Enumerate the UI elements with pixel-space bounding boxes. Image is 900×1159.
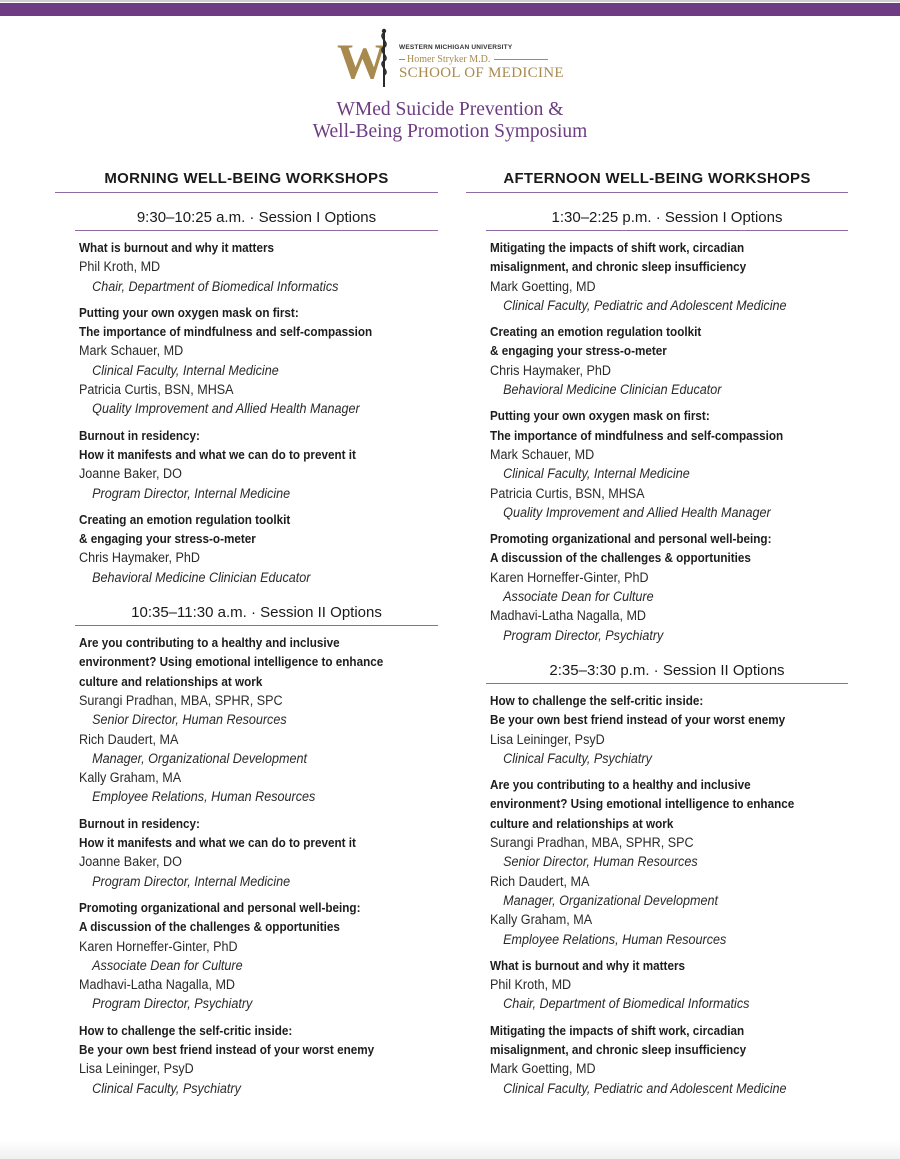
presenter-name: Karen Horneffer-Ginter, PhD [490, 569, 649, 585]
school-logo [337, 27, 577, 89]
workshop-title-line: Are you contributing to a healthy and inclusive [79, 635, 340, 651]
presenter-name: Rich Daudert, MA [490, 873, 590, 889]
workshop-title-line: Putting your own oxygen mask on first: [490, 408, 710, 424]
workshop-list [55, 626, 438, 1098]
workshop-title-line: Creating an emotion regulation toolkit [490, 324, 702, 340]
workshop-title-line: A discussion of the challenges & opportunities [490, 550, 751, 566]
workshop-title-line: & engaging your stress-o-meter [490, 343, 667, 359]
presenter-name: Rich Daudert, MA [79, 731, 179, 747]
workshop-item [490, 1021, 848, 1098]
presenter-role: Clinical Faculty, Psychiatry [503, 750, 652, 766]
title-line-1: WMed Suicide Prevention & [336, 99, 564, 120]
workshop-item [490, 322, 848, 399]
workshop-title-line: The importance of mindfulness and self-compassion [79, 324, 373, 340]
morning-heading: MORNING WELL-BEING WORKSHOPS [55, 170, 438, 193]
presenter-name: Kally Graham, MA [490, 912, 593, 928]
workshop-list [466, 231, 848, 645]
workshop-title-line: Be your own best friend instead of your worst enemy [79, 1041, 375, 1057]
presenter-name: Patricia Curtis, BSN, MHSA [490, 485, 645, 501]
workshop-title-line: environment? Using emotional intelligence to enhance [490, 796, 795, 812]
workshop-item [490, 775, 848, 949]
workshop-item [490, 529, 848, 645]
presenter-role: Program Director, Internal Medicine [92, 873, 291, 889]
session-heading: 9:30–10:25 a.m. · Session I Options [75, 209, 438, 231]
workshop-item [490, 956, 848, 1014]
workshop-title-line: misalignment, and chronic sleep insufficiency [490, 259, 747, 275]
presenter-role: Quality Improvement and Allied Health Manager [503, 504, 771, 520]
workshop-title-line: culture and relationships at work [490, 815, 674, 831]
top-border-line [0, 0, 900, 2]
workshop-item [79, 238, 438, 296]
presenter-role: Senior Director, Human Resources [503, 854, 698, 870]
afternoon-heading: AFTERNOON WELL-BEING WORKSHOPS [466, 170, 848, 193]
presenter-role: Clinical Faculty, Internal Medicine [503, 466, 690, 482]
workshop-title-line: Putting your own oxygen mask on first: [79, 304, 299, 320]
workshop-title-line: What is burnout and why it matters [79, 240, 275, 255]
workshop-item [79, 814, 438, 891]
title-line-2: Well-Being Promotion Symposium [312, 121, 588, 142]
workshop-title-line: How it manifests and what we can do to prevent it [79, 835, 356, 851]
presenter-name: Phil Kroth, MD [79, 259, 161, 275]
top-purple-bar [0, 3, 900, 16]
presenter-role: Chair, Department of Biomedical Informatics [503, 996, 750, 1012]
presenter-name: Joanne Baker, DO [79, 466, 182, 482]
logo-monogram: W [337, 33, 385, 89]
workshop-title-line: The importance of mindfulness and self-compassion [490, 427, 784, 443]
presenter-role: Manager, Organizational Development [503, 892, 718, 908]
workshop-title-line: environment? Using emotional intelligence to enhance [79, 654, 384, 670]
workshop-title-line: Mitigating the impacts of shift work, circadian [490, 1022, 745, 1038]
workshop-item [79, 303, 438, 419]
logo-donor-line [399, 54, 548, 65]
workshop-title-line: Are you contributing to a healthy and inclusive [490, 777, 751, 793]
afternoon-column [466, 170, 848, 1105]
workshop-title-line: Promoting organizational and personal well-being: [490, 531, 772, 547]
morning-column [55, 170, 438, 1105]
workshop-title-line: What is burnout and why it matters [490, 957, 686, 973]
workshop-item [79, 1021, 438, 1098]
workshop-title-line: culture and relationships at work [79, 673, 263, 689]
presenter-role: Behavioral Medicine Clinician Educator [92, 569, 311, 585]
workshop-item [490, 691, 848, 768]
workshop-title-line: Mitigating the impacts of shift work, circadian [490, 240, 745, 255]
session-heading: 2:35–3:30 p.m. · Session II Options [486, 662, 848, 684]
caduceus-staff-icon [373, 27, 395, 89]
presenter-name: Patricia Curtis, BSN, MHSA [79, 382, 234, 398]
presenter-name: Surangi Pradhan, MBA, SPHR, SPC [79, 692, 283, 708]
presenter-role: Program Director, Psychiatry [92, 996, 253, 1012]
workshop-item [79, 510, 438, 587]
presenter-role: Associate Dean for Culture [503, 589, 654, 605]
presenter-role: Senior Director, Human Resources [92, 712, 287, 728]
workshop-item [79, 898, 438, 1014]
presenter-name: Lisa Leininger, PsyD [79, 1061, 194, 1077]
presenter-role: Clinical Faculty, Internal Medicine [92, 362, 279, 378]
presenter-name: Joanne Baker, DO [79, 854, 182, 870]
presenter-name: Madhavi-Latha Nagalla, MD [79, 977, 236, 993]
presenter-name: Mark Goetting, MD [490, 1061, 596, 1077]
workshop-title-line: Burnout in residency: [79, 815, 200, 831]
session-heading: 10:35–11:30 a.m. · Session II Options [75, 604, 438, 626]
presenter-role: Quality Improvement and Allied Health Manager [92, 401, 360, 417]
presenter-role: Behavioral Medicine Clinician Educator [503, 382, 722, 398]
presenter-role: Program Director, Internal Medicine [92, 485, 291, 501]
workshop-title-line: Be your own best friend instead of your worst enemy [490, 712, 786, 728]
workshop-title-line: How to challenge the self-critic inside: [79, 1022, 293, 1038]
workshop-title-line: Promoting organizational and personal well-being: [79, 899, 361, 915]
presenter-name: Mark Schauer, MD [490, 446, 595, 462]
presenter-name: Madhavi-Latha Nagalla, MD [490, 608, 647, 624]
workshop-item [79, 426, 438, 503]
workshop-item [490, 238, 848, 315]
presenter-name: Phil Kroth, MD [490, 977, 572, 993]
workshop-item [79, 633, 438, 807]
presenter-name: Lisa Leininger, PsyD [490, 731, 605, 747]
presenter-name: Chris Haymaker, PhD [79, 550, 201, 566]
presenter-role: Clinical Faculty, Pediatric and Adolescent Medicine [503, 297, 787, 313]
presenter-role: Employee Relations, Human Resources [503, 931, 727, 947]
logo-donor: Homer Stryker M.D. [407, 54, 491, 65]
presenter-name: Mark Goetting, MD [490, 278, 596, 294]
page-bottom-shadow [0, 1140, 900, 1159]
workshop-title-line: misalignment, and chronic sleep insufficiency [490, 1041, 747, 1057]
workshop-item [490, 406, 848, 522]
page-title [0, 99, 900, 143]
workshop-title-line: How to challenge the self-critic inside: [490, 692, 704, 708]
workshop-list [466, 684, 848, 1098]
presenter-name: Chris Haymaker, PhD [490, 362, 612, 378]
presenter-role: Manager, Organizational Development [92, 750, 307, 766]
logo-university: WESTERN MICHIGAN UNIVERSITY [399, 44, 513, 51]
presenter-name: Kally Graham, MA [79, 770, 182, 786]
workshop-list [55, 231, 438, 587]
workshop-title-line: Burnout in residency: [79, 427, 200, 443]
workshop-title-line: How it manifests and what we can do to prevent it [79, 446, 356, 462]
session-heading: 1:30–2:25 p.m. · Session I Options [486, 209, 848, 231]
presenter-role: Clinical Faculty, Psychiatry [92, 1080, 241, 1096]
presenter-role: Program Director, Psychiatry [503, 627, 664, 643]
presenter-role: Clinical Faculty, Pediatric and Adolescent Medicine [503, 1080, 787, 1096]
presenter-role: Associate Dean for Culture [92, 957, 243, 973]
workshop-title-line: Creating an emotion regulation toolkit [79, 511, 291, 527]
presenter-name: Mark Schauer, MD [79, 343, 184, 359]
presenter-name: Karen Horneffer-Ginter, PhD [79, 938, 238, 954]
logo-school: SCHOOL OF MEDICINE [399, 65, 564, 81]
presenter-name: Surangi Pradhan, MBA, SPHR, SPC [490, 835, 694, 851]
presenter-role: Chair, Department of Biomedical Informatics [92, 278, 339, 294]
presenter-role: Employee Relations, Human Resources [92, 789, 316, 805]
workshop-title-line: A discussion of the challenges & opportunities [79, 919, 340, 935]
workshop-title-line: & engaging your stress-o-meter [79, 531, 256, 547]
